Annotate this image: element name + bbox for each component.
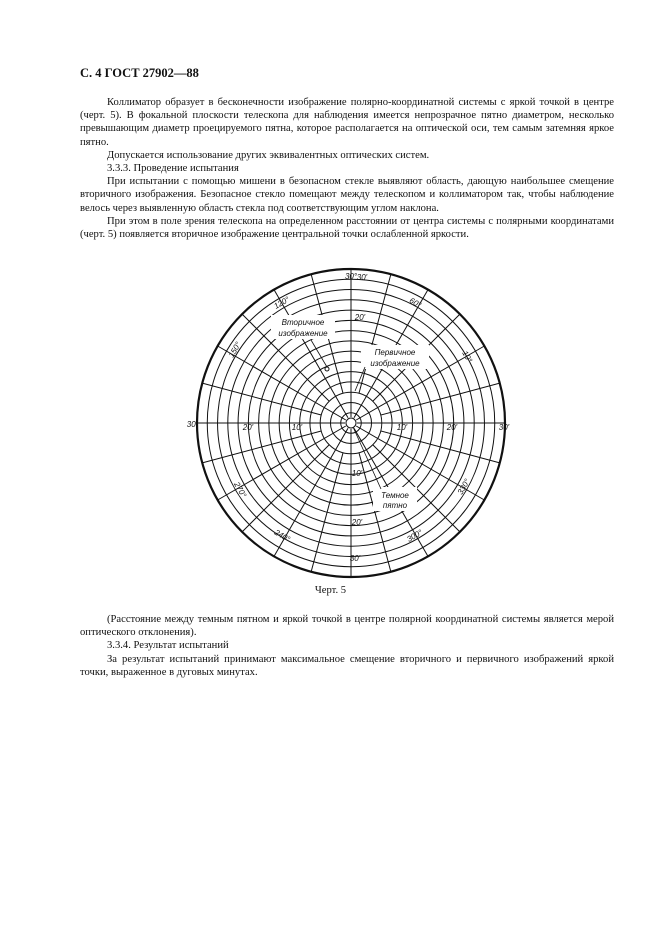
body-text-bottom <box>80 613 614 679</box>
spoke <box>242 445 329 532</box>
center-point <box>346 418 356 428</box>
spoke <box>218 346 346 420</box>
leader-line <box>355 367 365 391</box>
radius-label: 20' <box>446 423 458 432</box>
angle-label: 300° <box>405 527 425 544</box>
radius-label: 10' <box>291 423 303 432</box>
angle-label: 60° <box>407 295 423 310</box>
angle-label: 330° <box>455 477 472 497</box>
angle-label: 120° <box>272 294 292 311</box>
polar-target-figure <box>175 263 510 578</box>
secondary-image-label: изображение <box>278 329 328 338</box>
radius-label: 30' <box>186 420 198 429</box>
spoke <box>274 290 348 418</box>
dark-spot-label: пятно <box>382 501 408 510</box>
angle-label: 30° <box>344 272 358 281</box>
figure-caption: Черт. 5 <box>314 585 347 596</box>
section-heading: 3.3.4. Результат испытаний <box>107 640 229 652</box>
leader-line <box>311 340 327 367</box>
paragraph: За результат испытаний принимают максимальное смещение вторичного и первичного изображений яркой точки, выраженное в дуговых минутах. <box>80 653 614 678</box>
radius-label: 20' <box>351 518 363 527</box>
body-text-top <box>80 96 614 241</box>
paragraph: Коллиматор образует в бесконечности изображение полярно-координатной системы с яркой точкой в центре (черт. 5). В фокальной плоскости телескопа для наблюдения имеется непрозрачное пятно диаметром, несколько превышающим диаметр проецируемого пятна, которое располагается на оптической оси, тем самым затемняя яркое пятно. <box>80 97 614 148</box>
paragraph: При этом в поле зрения телескопа на определенном расстоянии от центра системы с полярными координатами (черт. 5) появляется вторичное изображение центральной точки ослабленной яркости. <box>80 215 614 241</box>
secondary-image-label: Вторичное <box>281 318 325 327</box>
radius-label: 30' <box>349 554 361 563</box>
dark-spot-label: Темное <box>381 491 409 500</box>
angle-label: 150° <box>226 340 243 360</box>
secondary-image-point <box>325 367 329 371</box>
radius-label: 10' <box>396 423 408 432</box>
radius-label: 10' <box>351 469 363 478</box>
radius-label: 30' <box>356 273 368 282</box>
polar-target-diagram <box>175 263 510 573</box>
angle-label: 10° <box>460 349 475 365</box>
radius-label: 20' <box>354 313 366 322</box>
radius-label: 30' <box>498 423 510 432</box>
angle-label: 270° <box>232 480 249 500</box>
primary-image-label: Первичное <box>374 348 416 357</box>
page-header: С. 4 ГОСТ 27902—88 <box>80 66 199 80</box>
paragraph: Допускается использование других эквивалентных оптических систем. <box>107 149 430 161</box>
radius-label: 20' <box>242 423 254 432</box>
paragraph: При испытании с помощью мишени в безопасном стекле выявляют область, дающую наибольшее смещение вторичного изображения. Безопасное стекло помещают между телескопом и коллиматором так, чтобы наблюдение велось через выявленную область стекла под соответствующим углом наклона. <box>80 176 614 214</box>
angle-label: 240° <box>272 527 292 544</box>
section-heading: 3.3.3. Проведение испытания <box>107 163 239 175</box>
paragraph: (Расстояние между темным пятном и яркой точкой в центре полярной координатной системы является мерой оптического отклонения). <box>80 614 614 639</box>
primary-image-label: изображение <box>370 359 420 368</box>
